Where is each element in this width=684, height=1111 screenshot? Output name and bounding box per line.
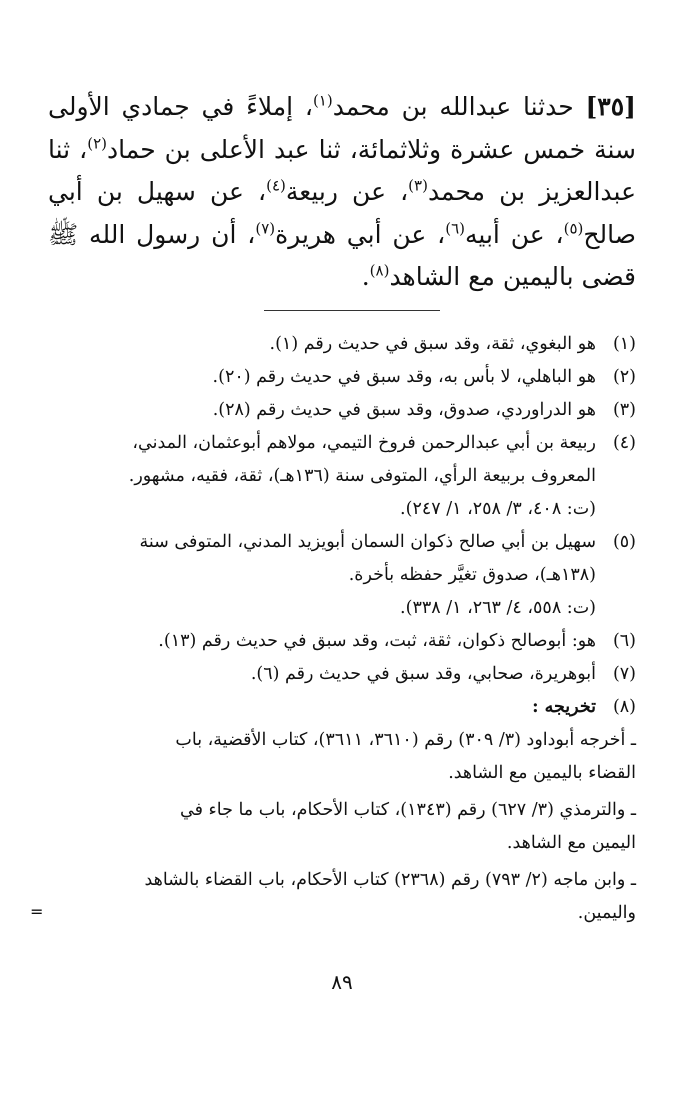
footnote — [40, 361, 636, 394]
footnote-text: المعروف بربيعة الرأي، المتوفى سنة (١٣٦هـ)، ثقة، فقيه، مشهور. — [128, 466, 596, 486]
footnote — [40, 691, 636, 724]
takhrij-text: ـ والترمذي (٣/ ٦٢٧) رقم (١٣٤٣)، كتاب الأحكام، باب ما جاء في — [180, 800, 636, 820]
footnote-ref[interactable]: (٦) — [445, 219, 466, 238]
hadith-part: ، ثنا عبدالعزيز بن محمد — [48, 134, 636, 206]
takhrij-entry — [40, 724, 636, 790]
hadith-part: . — [361, 262, 370, 291]
footnote-text: ربيعة بن أبي عبدالرحمن فروخ التيمي، مولاهم أبوعثمان، المدني، — [132, 433, 596, 453]
footnote-divider — [264, 310, 440, 311]
footnote-text: هو الدراوردي، صدوق، وقد سبق في حديث رقم (٢٨). — [212, 400, 596, 420]
hadith-part: ، عن ربيعة — [285, 177, 409, 206]
hadith-part: ، عن سهيل بن أبي صالح — [48, 177, 636, 249]
footnote — [40, 658, 636, 691]
hadith-part: ، عن أبيه — [465, 219, 564, 249]
hadith-part: حدثنا عبدالله بن محمد — [332, 92, 574, 121]
footnote-ref[interactable]: (١) — [312, 91, 333, 110]
takhrij-text: واليمين. — [577, 903, 636, 923]
footnote-number: (٢) — [612, 367, 636, 387]
continuation-mark: = — [30, 902, 44, 921]
footnote — [40, 526, 636, 625]
footnote-number: (٧) — [612, 664, 636, 684]
hadith-part: ، أن رسول الله ﷺ قضى باليمين مع الشاهد — [48, 219, 636, 291]
footnote-text: (ت: ٤٠٨، ٣/ ٢٥٨، ١/ ٢٤٧). — [400, 499, 596, 519]
footnote-number: (٣) — [612, 400, 636, 420]
footnote — [40, 625, 636, 658]
takhrij-heading: تخريجه : — [532, 697, 596, 717]
takhrij-text: اليمين مع الشاهد. — [506, 833, 636, 853]
footnote-text: هو البغوي، ثقة، وقد سبق في حديث رقم (١). — [269, 334, 596, 354]
hadith-number: [٣٥] — [585, 92, 636, 121]
footnote — [40, 328, 636, 361]
takhrij-text: القضاء باليمين مع الشاهد. — [448, 763, 636, 783]
footnote-text: (١٣٨هـ)، صدوق تغيَّر حفظه بأخرة. — [348, 565, 596, 585]
footnote-ref[interactable]: (٧) — [255, 219, 276, 238]
footnote-ref[interactable]: (٢) — [87, 134, 107, 153]
footnote-text: سهيل بن أبي صالح ذكوان السمان أبويزيد المدني، المتوفى سنة — [139, 532, 596, 552]
footnote-ref[interactable]: (٨) — [369, 261, 390, 280]
footnote — [40, 427, 636, 526]
footnote — [40, 394, 636, 427]
takhrij-entry — [40, 794, 636, 860]
footnote-number: (٦) — [612, 631, 636, 651]
footnote-number: (٨) — [612, 697, 636, 717]
footnote-ref[interactable]: (٤) — [266, 176, 286, 195]
page-number: ٨٩ — [331, 970, 353, 994]
footnote-text: (ت: ٥٥٨، ٤/ ٢٦٣، ١/ ٣٣٨). — [400, 598, 596, 618]
takhrij-text: ـ أخرجه أبوداود (٣/ ٣٠٩) رقم (٣٦١٠، ٣٦١١)، كتاب الأقضية، باب — [175, 730, 636, 750]
footnote-text: هو الباهلي، لا بأس به، وقد سبق في حديث رقم (٢٠). — [212, 367, 596, 387]
footnote-number: (٥) — [612, 532, 636, 552]
hadith-part: ، إملاءً في جمادي الأولى سنة خمس عشرة وثلاثمائة، ثنا عبد الأعلى بن حماد — [48, 92, 636, 164]
hadith-text — [48, 86, 636, 299]
footnote-number: (١) — [612, 334, 636, 354]
footnote-text: هو: أبوصالح ذكوان، ثقة، ثبت، وقد سبق في حديث رقم (١٣). — [158, 631, 596, 651]
footnote-number: (٤) — [612, 433, 636, 453]
takhrij-text: ـ وابن ماجه (٢/ ٧٩٣) رقم (٢٣٦٨) كتاب الأحكام، باب القضاء بالشاهد — [144, 870, 636, 890]
takhrij-entry — [40, 864, 636, 930]
footnote-text: أبوهريرة، صحابي، وقد سبق في حديث رقم (٦). — [250, 664, 596, 684]
footnotes — [40, 328, 636, 930]
footnote-ref[interactable]: (٣) — [408, 176, 428, 195]
hadith-part: ، عن أبي هريرة — [275, 219, 446, 249]
footnote-ref[interactable]: (٥) — [563, 219, 584, 238]
